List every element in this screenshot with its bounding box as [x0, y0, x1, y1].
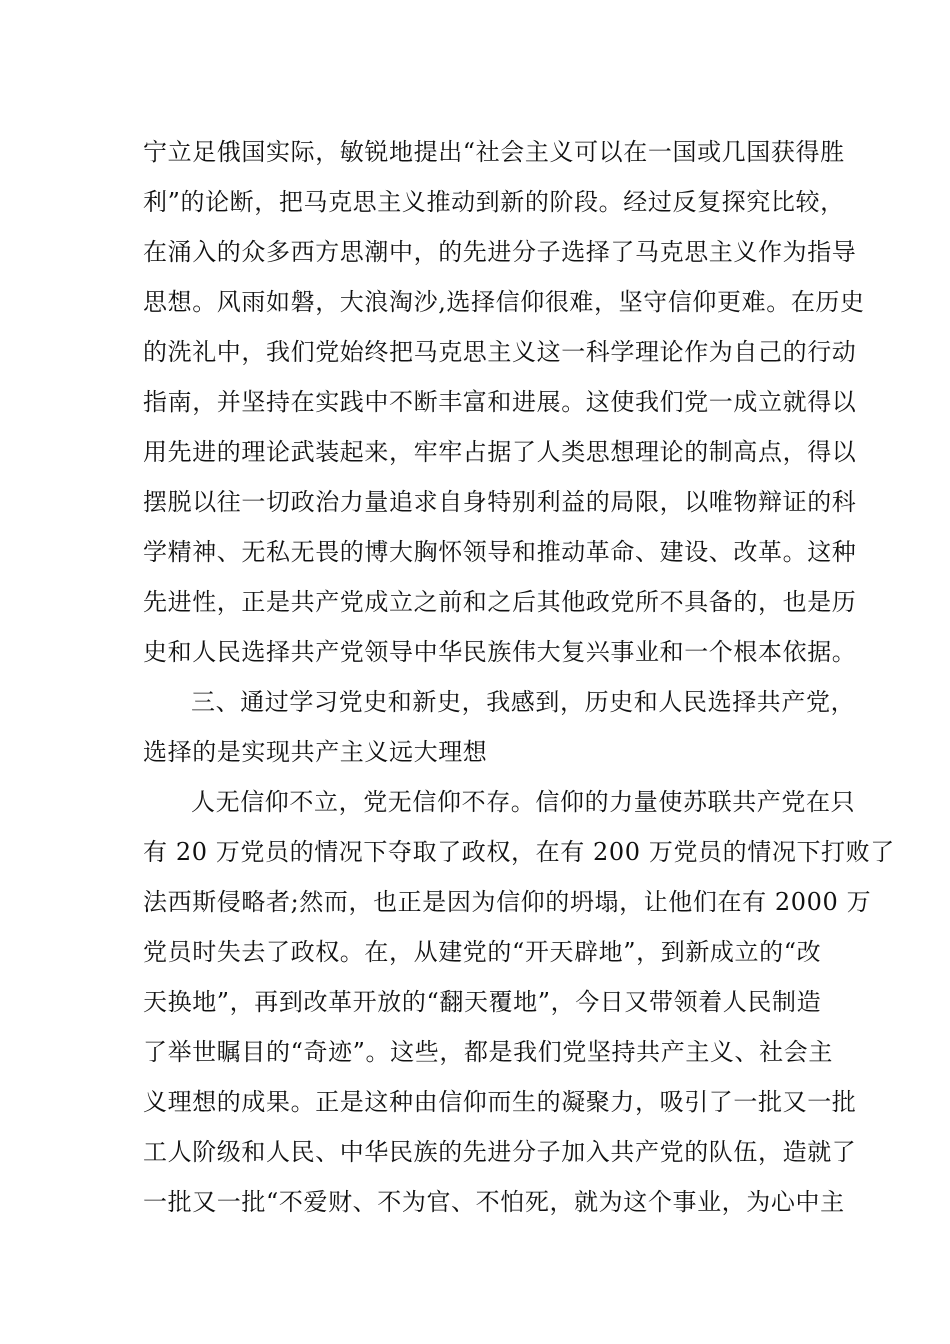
text-line: 三、通过学习党史和新史，我感到，历史和人民选择共产党， — [191, 688, 856, 716]
text-line: 的洗礼中，我们党始终把马克思主义这一科学理论作为自己的行动 — [143, 338, 857, 366]
text-line: 义理想的成果。正是这种由信仰而生的凝聚力，吸引了一批又一批 — [143, 1088, 857, 1116]
body-text — [143, 127, 895, 1227]
text-line: 宁立足俄国实际，敏锐地提出“社会主义可以在一国或几国获得胜 — [143, 138, 845, 166]
text-line: 法西斯侵略者;然而，也正是因为信仰的坍塌，让他们在有 2000 万 — [143, 888, 872, 916]
text-line: 史和人民选择共产党领导中华民族伟大复兴事业和一个根本依据。 — [143, 638, 857, 666]
text-line: 天换地”，再到改革开放的“翻天覆地”，今日又带领着人民制造 — [143, 988, 822, 1016]
text-line: 利”的论断，把马克思主义推动到新的阶段。经过反复探究比较， — [143, 188, 845, 216]
text-line: 摆脱以往一切政治力量追求自身特别利益的局限，以唯物辩证的科 — [143, 488, 857, 516]
text-line: 党员时失去了政权。在，从建党的“开天辟地”，到新成立的“改 — [143, 938, 822, 966]
text-line: 先进性，正是共产党成立之前和之后其他政党所不具备的，也是历 — [143, 588, 857, 616]
text-line: 人无信仰不立，党无信仰不存。信仰的力量使苏联共产党在只 — [191, 788, 856, 816]
text-line: 选择的是实现共产主义远大理想 — [143, 738, 488, 766]
text-line: 工人阶级和人民、中华民族的先进分子加入共产党的队伍，造就了 — [143, 1138, 857, 1166]
text-line: 用先进的理论武装起来，牢牢占据了人类思想理论的制高点，得以 — [143, 438, 857, 466]
text-line: 了举世瞩目的“奇迹”。这些，都是我们党坚持共产主义、社会主 — [143, 1038, 833, 1066]
text-line: 有 20 万党员的情况下夺取了政权，在有 200 万党员的情况下打败了 — [143, 838, 895, 866]
text-line: 指南，并坚持在实践中不断丰富和进展。这使我们党一成立就得以 — [143, 388, 857, 416]
text-line: 思想。风雨如磐，大浪淘沙,选择信仰很难，坚守信仰更难。在历史 — [143, 288, 865, 316]
text-line: 一批又一批“不爱财、不为官、不怕死，就为这个事业，为心中主 — [143, 1188, 845, 1216]
text-line: 学精神、无私无畏的博大胸怀领导和推动革命、建设、改革。这种 — [143, 538, 857, 566]
text-line: 在涌入的众多西方思潮中，的先进分子选择了马克思主义作为指导 — [143, 238, 857, 266]
